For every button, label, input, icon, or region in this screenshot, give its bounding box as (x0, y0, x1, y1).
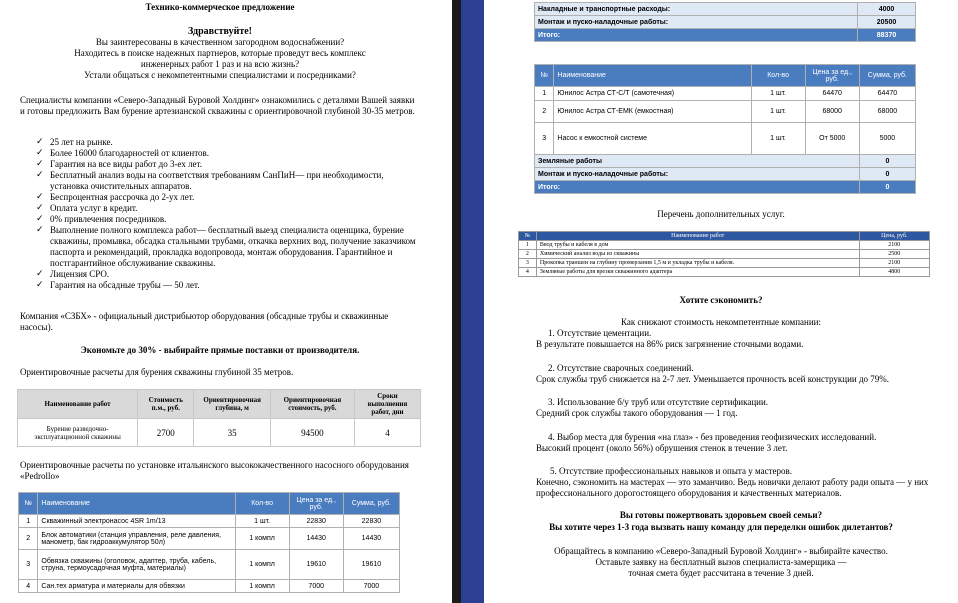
column-header: Ориентировочная глубина, м (194, 390, 270, 419)
table-cell: 0 (859, 168, 915, 181)
extra-services-table (518, 231, 930, 277)
table-cell: 64470 (859, 87, 915, 101)
column-header: Стоимость п.м., руб. (138, 390, 194, 419)
table-row (519, 268, 930, 277)
table-cell: 4800 (859, 268, 929, 277)
table-cell: Химический анализ воды из скважины (536, 250, 859, 259)
point-body: В результате повышается на 86% риск загрязнение сточными водами. (536, 339, 804, 349)
list-item: ✓ Бесплатный анализ воды на соответствия требованиям СанПиН— при необходимости, установка очистительных аппаратов. (36, 170, 424, 192)
list-item: ✓ Лицензия СРО. (36, 269, 424, 280)
table-cell: 2 (19, 528, 38, 550)
table-cell: 4 (354, 419, 420, 447)
table-cell: 2500 (859, 250, 929, 259)
table-cell: 64470 (805, 87, 859, 101)
table-cell: 3 (19, 550, 38, 580)
table-cell: 3 (519, 259, 537, 268)
benefits-list (36, 137, 424, 291)
table-cell: 88370 (858, 29, 916, 42)
table-row (535, 3, 916, 16)
table-row (19, 528, 400, 550)
intro-line: Находитесь в поиске надежных партнеров, которые проведут весь комплекс (74, 48, 366, 58)
table-cell: Скважинный электронасос 4SR 1m/13 (38, 515, 235, 528)
column-header: Наименование (554, 65, 751, 87)
table-cell: 2100 (859, 241, 929, 250)
table-cell: 2 (519, 250, 537, 259)
page-gap (452, 0, 461, 603)
column-header: Кол-во (235, 493, 289, 515)
list-item: ✓ Беспроцентная рассрочка до 2-ух лет. (36, 192, 424, 203)
table-cell: Насос к емкостной системе (554, 123, 751, 155)
table-row (19, 515, 400, 528)
table-cell: 3 (535, 123, 554, 155)
table-cell: 1 (519, 241, 537, 250)
point-body: Срок службы труб снижается на 2-7 лет. Уменьшается прочность всей конструкции до 79%. (536, 374, 890, 384)
septic-table (534, 64, 916, 194)
point-head: 2. Отсутствие сварочных соединений. (548, 363, 694, 373)
table-row (519, 241, 930, 250)
company-paragraph: Специалисты компании «Северо-Западный Буровой Холдинг» ознакомились с деталями Вашей заявки и готовы предложить Вам бурение артезианской скважины с ориентировочной глубиной 30-35 метров. (20, 95, 415, 116)
table-cell: 1 шт. (751, 87, 805, 101)
point-head: 3. Использование б/у труб или отсутствие сертификации. (548, 397, 769, 407)
table-cell: Юнилос Астра СТ-ЕМК (емкостная) (554, 101, 751, 123)
document-title: Технико-коммерческое предложение (145, 2, 295, 12)
table-cell: 94500 (270, 419, 354, 447)
column-header: Цена, руб. (859, 232, 929, 241)
table-row (535, 155, 916, 168)
table-cell: Накладные и транспортные расходы: (535, 3, 858, 16)
point-head: 4. Выбор места для бурения «на глаз» - без проведения геофизических исследований. (548, 432, 877, 442)
distributor-paragraph: Компания «СЗБХ» - официальный дистрибьютор оборудования (обсадные трубы и скважинные насосы). (20, 311, 389, 332)
table-cell: 68000 (805, 101, 859, 123)
column-header: Кол-во (751, 65, 805, 87)
document-page-right (484, 0, 958, 603)
table-cell: 20500 (858, 16, 916, 29)
intro-line: Устали общаться с некомпетентными специалистами и посредниками? (84, 70, 356, 80)
list-item: ✓ Гарантия на обсадные трубы — 50 лет. (36, 280, 424, 291)
point-block (536, 328, 956, 350)
save-intro: Как снижают стоимость некомпетентные компании: (620, 317, 821, 327)
table-cell: Итого: (535, 29, 858, 42)
table-cell: 1 шт. (235, 515, 289, 528)
closing-line: Обращайтесь в компанию «Северо-Западный Буровой Холдинг» - выбирайте качество. (554, 546, 888, 556)
table-cell: От 5000 (805, 123, 859, 155)
table-cell: 1 компл (235, 528, 289, 550)
list-item: ✓ 0% привлечения посредников. (36, 214, 424, 225)
table-row (535, 123, 916, 155)
greeting: Здравствуйте! (187, 26, 253, 37)
table-cell: 19610 (343, 550, 399, 580)
list-item: ✓ Более 16000 благодарностей от клиентов. (36, 148, 424, 159)
column-header: Сумма, руб. (859, 65, 915, 87)
point-body: Высокий процент (около 56%) обрушения стенок в течение 3 лет. (536, 443, 788, 453)
closing-line: Оставьте заявку на бесплатный вызов специалиста-замерщика — (595, 557, 847, 567)
table-cell: 2 (535, 101, 554, 123)
list-item: ✓ Гарантия на все виды работ до 3-ех лет. (36, 159, 424, 170)
table-cell: Монтаж и пуско-наладочные работы: (535, 16, 858, 29)
column-header: Сумма, руб. (343, 493, 399, 515)
table-cell: 14430 (289, 528, 343, 550)
pump-table (18, 492, 400, 593)
table-row (19, 580, 400, 593)
column-header: № (19, 493, 38, 515)
table-row (18, 419, 421, 447)
table-cell: Земляные работы для врезки скважинного адаптера (536, 268, 859, 277)
table-cell: 1 компл (235, 580, 289, 593)
table-cell: 35 (194, 419, 270, 447)
table-cell: 0 (859, 155, 915, 168)
table-cell: Ввод трубы и кабеля в дом (536, 241, 859, 250)
column-header: № (535, 65, 554, 87)
closing-block (484, 546, 958, 579)
point-body: Средний срок службы такого оборудования — 1 год. (536, 408, 738, 418)
column-header: Цена за ед., руб. (805, 65, 859, 87)
column-header: № (519, 232, 537, 241)
column-header: Наименование работ (18, 390, 138, 419)
table-row (19, 550, 400, 580)
point-head: 1. Отсутствие цементации. (548, 328, 652, 338)
table-cell: 7000 (289, 580, 343, 593)
point-head: 5. Отсутствие профессиональных навыков и опыта у мастеров. (550, 466, 793, 476)
table-cell: 22830 (289, 515, 343, 528)
table-row (535, 87, 916, 101)
table-row (535, 16, 916, 29)
table-cell: Монтаж и пуско-наладочные работы: (535, 168, 860, 181)
save-line: Экономьте до 30% - выбирайте прямые поставки от производителя. (80, 345, 360, 355)
intro-block (0, 37, 440, 81)
drill-table (17, 389, 421, 447)
list-item: ✓ Выполнение полного комплекса работ— бесплатный выезд специалиста оценщика, бурение скважины, промывка, обсадка стальными трубами, откачка верхних вод, получение заказчиком паспорта и рекомендаций, прокладка водопровода, монтаж оборудования. Гарантийное и постгарантийное обслуживание скважины. (36, 225, 424, 269)
table-cell: 1 (19, 515, 38, 528)
table-cell: Итого: (535, 181, 860, 194)
extra-caption: Перечень дополнительных услуг. (657, 209, 785, 219)
table-cell: Земляные работы (535, 155, 860, 168)
page-gap-blue (461, 0, 484, 603)
table-cell: 7000 (343, 580, 399, 593)
table-cell: 4000 (858, 3, 916, 16)
intro-line: инженерных работ 1 раз и на всю жизнь? (140, 59, 300, 69)
point-block (536, 397, 956, 419)
column-header: Наименование работ (536, 232, 859, 241)
table-cell: Бурение разведочно-эксплуатационной скважины (18, 419, 138, 447)
table-row (535, 29, 916, 42)
intro-line: Вы заинтересованы в качественном загородном водоснабжении? (95, 37, 345, 47)
table-cell: 4 (19, 580, 38, 593)
table-row (535, 168, 916, 181)
save-heading: Хотите сэкономить? (679, 295, 763, 305)
table-cell: Юнилос Астра СТ-С/Т (самотечная) (554, 87, 751, 101)
column-header: Ориентировочная стоимость, руб. (270, 390, 354, 419)
summary-table (534, 2, 916, 42)
pump-caption: Ориентировочные расчеты по установке итальянского высококачественного насосного оборудования «Pedrollo» (20, 460, 409, 481)
table-cell: 14430 (343, 528, 399, 550)
table-cell: 2700 (138, 419, 194, 447)
drill-caption: Ориентировочные расчеты для бурения скважины глубиной 35 метров. (20, 367, 294, 377)
document-page-left (0, 0, 452, 603)
point-body: Конечно, сэкономить на мастерах — это заманчиво. Ведь новички делают работу ради опыта — у них профессионального дорогостоящего оборудования и качественных материалов. (536, 477, 929, 498)
table-cell: 4 (519, 268, 537, 277)
table-row (535, 181, 916, 194)
table-cell: 1 шт. (751, 123, 805, 155)
column-header: Наименование (38, 493, 235, 515)
point-block (536, 432, 956, 454)
list-item: ✓ 25 лет на рынке. (36, 137, 424, 148)
table-cell: Прокопка траншеи на глубину промерзания 1,5 м и укладка трубы и кабеля. (536, 259, 859, 268)
point-block (536, 363, 956, 385)
cta-line: Вы хотите через 1-3 года вызвать нашу команду для переделки ошибок дилетантов? (549, 522, 893, 532)
table-cell: 0 (859, 181, 915, 194)
column-header: Сроки выполнения работ, дни (354, 390, 420, 419)
table-cell: Обвязка скважины (оголовок, адаптер, труба, кабель, струна, термоусадочная муфта, материалы) (38, 550, 235, 580)
table-cell: 1 шт. (751, 101, 805, 123)
closing-line: точная смета будет рассчитана в течение 3 дней. (628, 568, 814, 578)
table-cell: Блок автоматики (станция управления, реле давления, манометр, бак гидроаккумулятор 50л) (38, 528, 235, 550)
table-cell: 68000 (859, 101, 915, 123)
cta-line: Вы готовы пожертвовать здоровьем своей семьи? (619, 510, 823, 520)
list-item: ✓ Оплата услуг в кредит. (36, 203, 424, 214)
table-cell: 5000 (859, 123, 915, 155)
table-cell: 1 (535, 87, 554, 101)
column-header: Цена за ед., руб. (289, 493, 343, 515)
table-cell: 19610 (289, 550, 343, 580)
table-row (535, 101, 916, 123)
table-row (519, 259, 930, 268)
table-cell: 1 компл (235, 550, 289, 580)
table-cell: 2100 (859, 259, 929, 268)
table-cell: Сан.тех арматура и материалы для обвязки (38, 580, 235, 593)
point-block (536, 466, 936, 499)
table-row (519, 250, 930, 259)
table-cell: 22830 (343, 515, 399, 528)
